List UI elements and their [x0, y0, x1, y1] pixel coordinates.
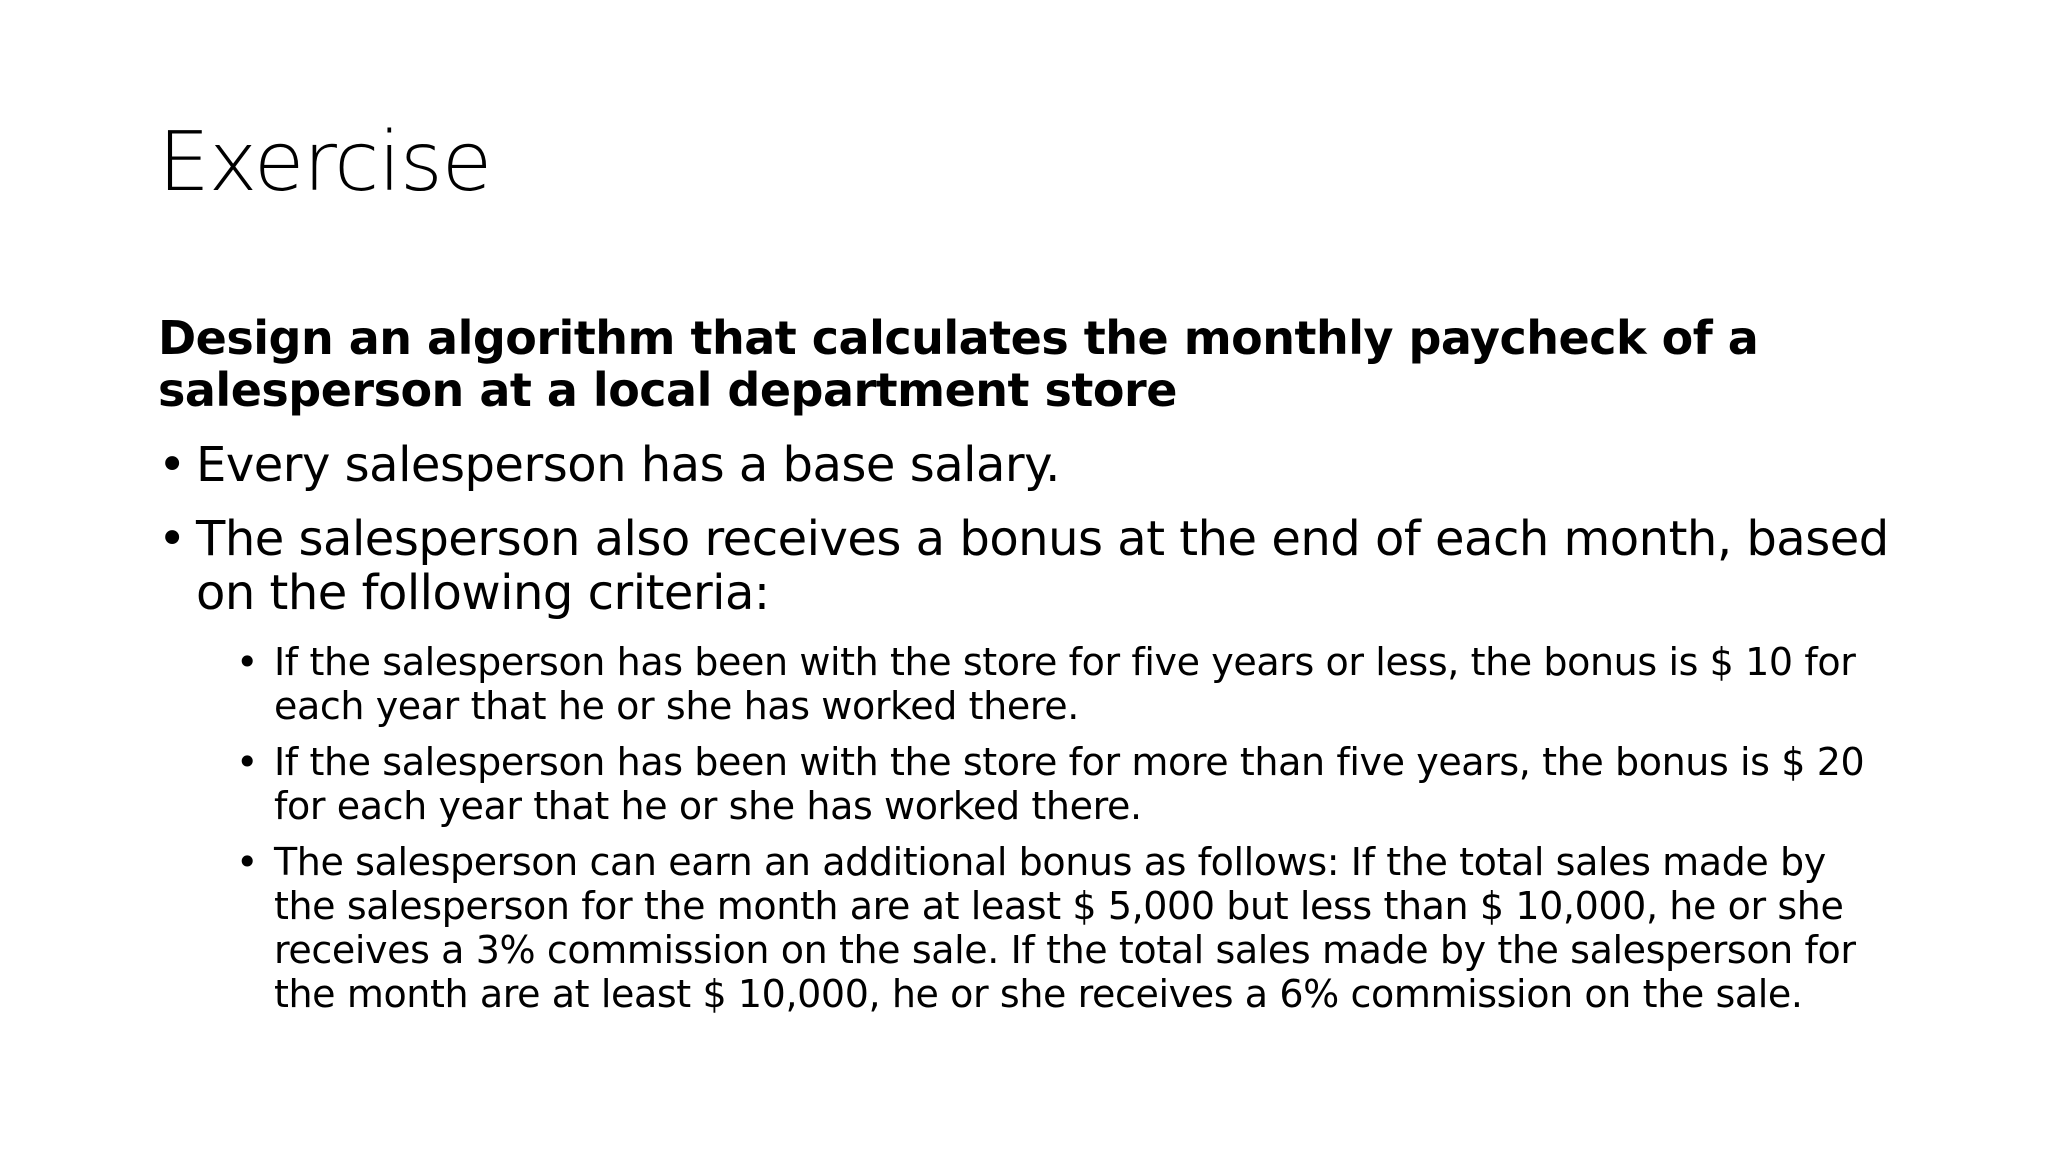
sub-bullet-item: [158, 640, 1898, 728]
bullet-text: The salesperson also receives a bonus at the end of each month, based on the following criteria:: [196, 511, 1889, 621]
bullet-icon: •: [158, 437, 186, 493]
bullet-icon: •: [236, 740, 259, 784]
sub-bullet-text: If the salesperson has been with the store for more than five years, the bonus is $ 20 for each year that he or she has worked there.: [274, 740, 1865, 828]
bullet-text: Every salesperson has a base salary.: [196, 437, 1060, 493]
bullet-item: [158, 438, 1898, 492]
bullet-icon: •: [236, 840, 259, 884]
sub-bullet-item: [158, 840, 1898, 1016]
sub-bullet-item: [158, 740, 1898, 828]
bullet-item: [158, 512, 1898, 620]
slide-title: Exercise: [158, 115, 492, 210]
slide-content: [158, 312, 1898, 1028]
bullet-icon: •: [236, 640, 259, 684]
lead-statement: Design an algorithm that calculates the monthly paycheck of a salesperson at a local department store: [158, 311, 1759, 417]
sub-bullet-text: The salesperson can earn an additional bonus as follows: If the total sales made by the salesperson for the month are at least $ 5,000 but less than $ 10,000, he or she receives a 3% commission on the sale. If the total sales made by the salesperson for the month are at least $ 10,000, he or she receives a 6% commission on the sale.: [274, 840, 1856, 1016]
bullet-icon: •: [158, 511, 186, 567]
sub-bullet-text: If the salesperson has been with the store for five years or less, the bonus is $ 10 for each year that he or she has worked there.: [274, 640, 1856, 728]
